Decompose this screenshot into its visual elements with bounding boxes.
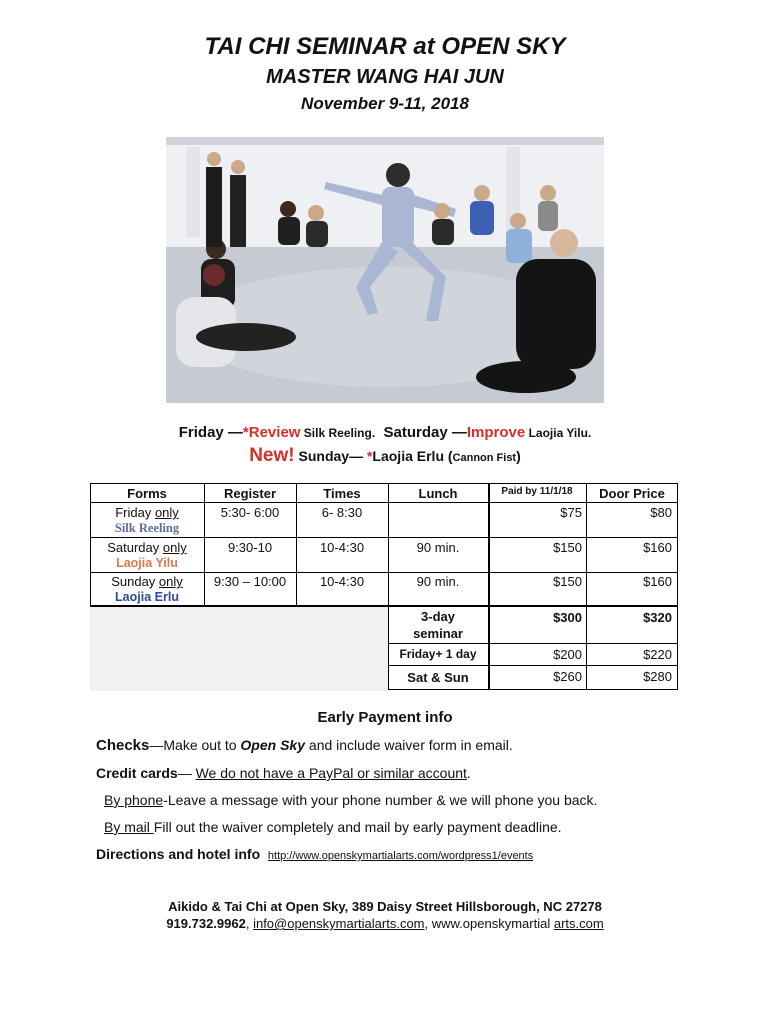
saturday-improve: Improve [466,424,526,441]
footer-email-link[interactable]: info@openskymartialarts.com [253,916,425,931]
saturday-label: Saturday — [383,424,467,441]
paid-saturday: $150 [553,540,582,555]
sunday-topic: Laojia Erlu ( [372,448,453,464]
door-sunday: $160 [643,574,672,589]
credit-label: Credit cards [96,765,178,781]
credit-text: We do not have a PayPal or similar account [195,765,467,781]
package-3day-line2: seminar [413,626,463,641]
table-line [388,665,678,666]
phone-label: By phone [104,792,164,808]
phone-text: -Leave a message with your phone number & we will phone you back. [163,792,598,808]
credit-dash: — [177,765,196,781]
directions-link[interactable]: http://www.openskymartialarts.com/wordpress1/events [267,850,534,862]
table-line [90,572,678,573]
sunday-close: ) [516,448,521,464]
page-title: TAI CHI SEMINAR at OPEN SKY [204,33,566,60]
lunch-sunday: 90 min. [416,574,460,589]
col-header-times: Times [323,486,361,501]
door-friday-plus: $220 [643,647,672,662]
photo-icon [166,137,604,403]
sunday-label: Sunday— [294,448,367,464]
friday-label: Friday — [178,424,243,441]
credit-end: . [466,765,471,781]
table-row-friday-day [90,505,204,520]
footer-site: , www.openskymartial [424,916,554,931]
footer-site-link[interactable]: arts.com [553,916,604,931]
only-text: only [158,574,183,589]
schedule-line-2 [0,445,770,467]
table-line [90,483,678,484]
seminar-photo [166,137,604,403]
table-line [90,502,678,503]
table-line [388,643,678,644]
register-friday: 5:30- 6:00 [220,505,280,520]
register-sunday: 9:30 – 10:00 [213,574,287,589]
mail-label: By mail [104,819,154,835]
paid-friday: $75 [560,505,582,520]
door-saturday: $160 [643,540,672,555]
table-line [90,537,678,538]
package-friday-plus: Friday+ 1 day [399,647,477,661]
lunch-saturday: 90 min. [416,540,460,555]
footer-contact [0,916,770,931]
form-laojia-erlu: Laojia Erlu [115,590,179,604]
credit-line [96,765,471,781]
day-text: Friday [115,505,155,520]
directions-line [96,846,533,862]
door-sat-sun: $280 [643,669,672,684]
schedule-line-1 [0,424,770,441]
day-text: Sunday [111,574,159,589]
table-line [388,689,678,690]
new-label: New! [249,445,295,466]
checks-text2: and include waiver form in email. [305,737,513,753]
saturday-topic: Laojia Yilu. [525,426,592,440]
door-3day: $320 [643,610,672,625]
only-text: only [154,505,179,520]
sunday-star: * [366,448,373,464]
footer-phone: 919.732.9962 [166,916,246,931]
day-text: Saturday [107,540,163,555]
times-saturday: 10-4:30 [319,540,365,555]
table-row-saturday-day [90,540,204,555]
table-line [677,483,678,690]
friday-topic: Silk Reeling. [300,426,376,440]
page-subtitle: MASTER WANG HAI JUN [266,66,504,88]
checks-line [96,737,513,754]
door-friday: $80 [650,505,672,520]
footer-sep1: , [245,916,254,931]
col-header-lunch: Lunch [418,486,458,501]
friday-review: *Review [242,424,301,441]
form-laojia-yilu: Laojia Yilu [116,556,178,570]
table-row-sunday-day [90,574,204,589]
col-header-forms: Forms [127,486,167,501]
checks-label: Checks [96,737,150,754]
paid-sunday: $150 [553,574,582,589]
paid-friday-plus: $200 [553,647,582,662]
col-header-register: Register [223,486,277,501]
col-header-paid: Paid by 11/1/18 [501,486,573,497]
form-silk-reeling: Silk Reeling [114,521,180,535]
times-sunday: 10-4:30 [319,574,365,589]
times-friday: 6- 8:30 [321,505,363,520]
seminar-dates: November 9-11, 2018 [301,94,469,113]
paid-3day: $300 [553,610,582,625]
register-saturday: 9:30-10 [227,540,273,555]
seminar-table [90,483,678,691]
mail-text: Fill out the waiver completely and mail by early payment deadline. [153,819,562,835]
package-sat-sun: Sat & Sun [407,670,469,685]
sunday-sub: Cannon Fist [452,452,517,464]
checks-payee: Open Sky [240,737,306,753]
phone-line [104,792,597,808]
col-header-door: Door Price [599,486,665,501]
paid-sat-sun: $260 [553,669,582,684]
directions-label: Directions and hotel info [96,846,261,862]
mail-line [104,819,562,835]
table-line [90,605,678,607]
payment-heading: Early Payment info [317,709,453,726]
checks-text1: —Make out to [149,737,241,753]
only-text: only [162,540,187,555]
footer-address: Aikido & Tai Chi at Open Sky, 389 Daisy Street Hillsborough, NC 27278 [168,899,602,914]
package-3day-line1: 3-day [421,609,455,624]
